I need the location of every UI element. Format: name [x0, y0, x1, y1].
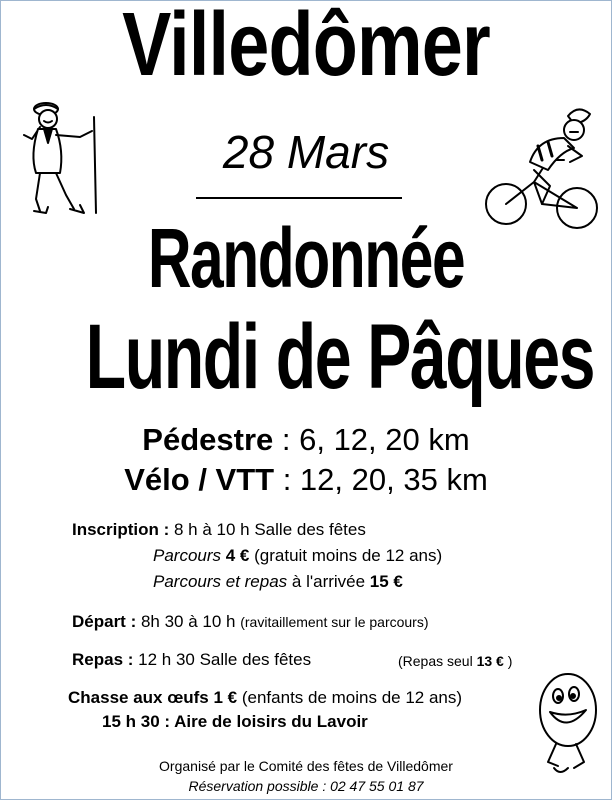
parcours-line: [153, 546, 442, 566]
event-title-line2: Lundi de Pâques: [85, 306, 595, 408]
event-date: 28 Mars: [222, 126, 390, 178]
parcours-repas-price: 15 €: [369, 572, 403, 591]
reservation-text: Réservation possible : 02 47 55 01 87: [188, 778, 424, 794]
divider: [196, 197, 402, 199]
chasse-price: 1 €: [213, 688, 238, 707]
pedestre-label: Pédestre: [142, 422, 274, 457]
depart-value: 8h 30 à 10 h: [136, 612, 241, 631]
repas-value: 12 h 30 Salle des fêtes: [133, 650, 312, 669]
repas-seul-price: 13 €: [476, 653, 504, 669]
chasse-label: Chasse aux œufs: [68, 688, 214, 707]
town-title: Villedômer: [122, 0, 490, 95]
parcours-label: Parcours: [153, 546, 222, 565]
pedestre-distances: [0, 422, 612, 458]
repas-seul-note-end: ): [503, 653, 513, 669]
depart-label: Départ :: [72, 612, 137, 631]
parcours-price: 4 €: [221, 546, 250, 565]
repas-label: Repas :: [72, 650, 134, 669]
inscription-value: 8 h à 10 h Salle des fêtes: [169, 520, 366, 539]
parcours-repas-text: à l'arrivée: [287, 572, 370, 591]
velo-distances: [0, 462, 612, 498]
chasse-time: 15 h 30 : Aire de loisirs du Lavoir: [102, 712, 368, 731]
parcours-repas-label: Parcours et repas: [153, 572, 288, 591]
inscription-line: [72, 520, 366, 540]
chasse-time-line: [102, 712, 368, 732]
parcours-repas-line: [153, 572, 403, 592]
repas-seul: [398, 653, 512, 669]
repas-line: [72, 650, 311, 670]
velo-label: Vélo / VTT: [124, 462, 275, 497]
event-title-line1: Randonnée: [147, 211, 465, 305]
depart-note: (ravitaillement sur le parcours): [240, 614, 429, 630]
chasse-line: [68, 688, 462, 708]
parcours-note: (gratuit moins de 12 ans): [249, 546, 443, 565]
pedestre-value: : 6, 12, 20 km: [273, 422, 470, 457]
chasse-note: (enfants de moins de 12 ans): [237, 688, 463, 707]
organizer-text: Organisé par le Comité des fêtes de Villedômer: [159, 758, 453, 774]
inscription-label: Inscription :: [72, 520, 170, 539]
depart-line: [72, 612, 429, 632]
velo-value: : 12, 20, 35 km: [274, 462, 488, 497]
repas-seul-note: (Repas seul: [398, 653, 477, 669]
